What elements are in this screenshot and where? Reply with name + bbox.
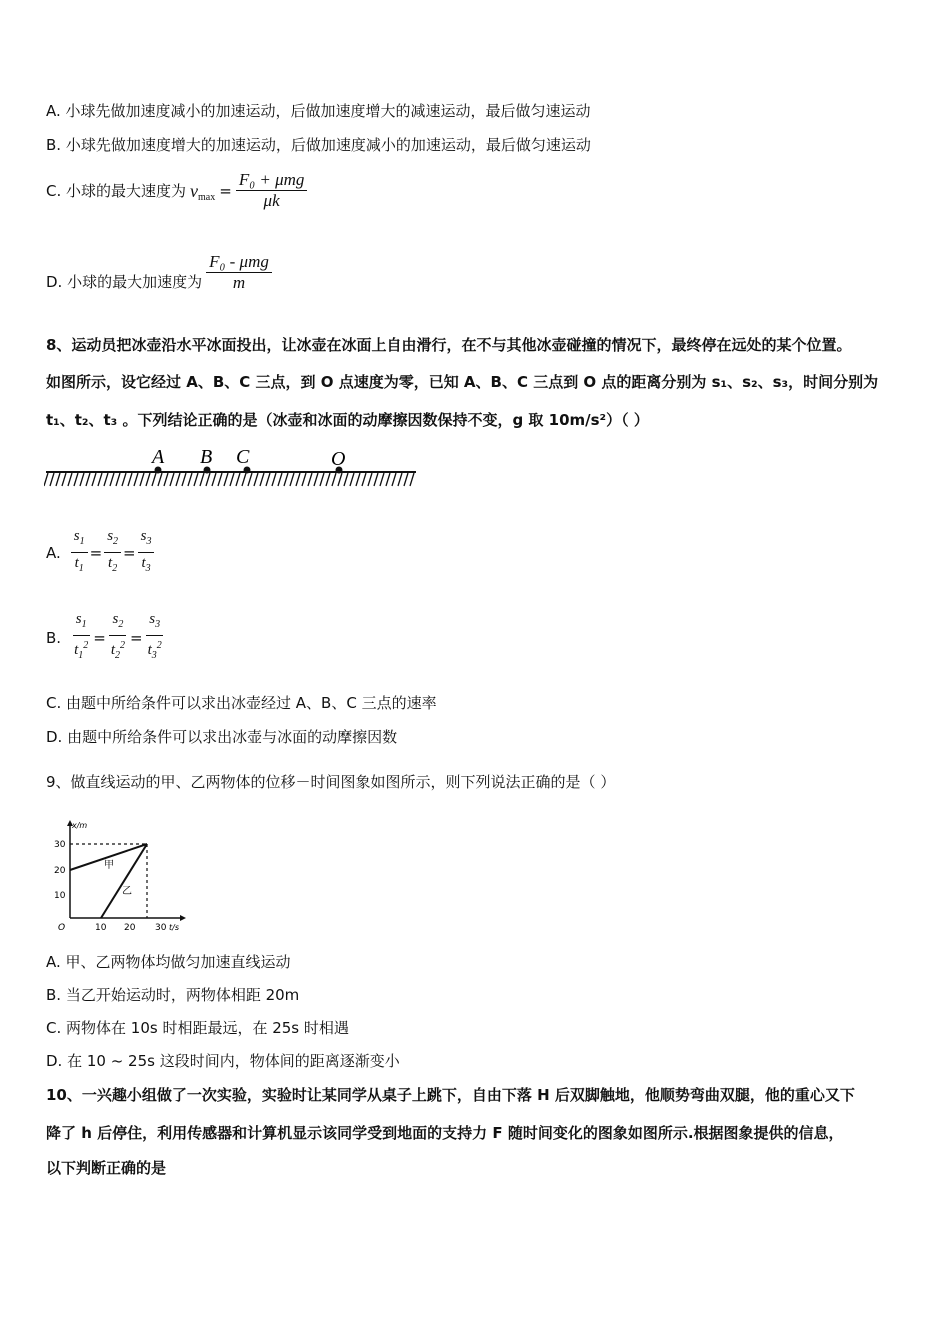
q8-b-frac3: $\frac{s_3}{t_3^2}$	[147, 611, 162, 661]
q9-option-c: C. 两物体在 10s 时相距最远，在 25s 时相遇	[46, 1019, 349, 1037]
q7-amax-numerator: F₀ - μmg	[206, 252, 272, 273]
q9-series-yi	[101, 844, 147, 918]
q7-vmax-sub: max	[198, 191, 216, 203]
q8-option-b: B. $\frac{s_1}{t_1^2}$ = $\frac{s_2}{t_2^2}$ = $\frac{s_3}{t_3^2}$	[46, 609, 165, 666]
q9-origin: O	[58, 923, 66, 933]
q9-y-tick-30: 30	[54, 840, 66, 850]
q10-stem-line1: 10、一兴趣小组做了一次实验，实验时让某同学从桌子上跳下，自由下落 H 后双脚触地，他顺势弯曲双腿，他的重心又下	[46, 1086, 855, 1104]
q8-label-c: C	[236, 446, 250, 468]
q8-option-a: A. $\frac{s_1}{t_1}$ = $\frac{s_2}{t_2}$ = $\frac{s_3}{t_3}$	[46, 526, 154, 579]
q8-ice-diagram	[44, 444, 420, 490]
q8-label-a: A	[152, 446, 165, 468]
q8-label-b: B	[200, 446, 213, 468]
q7-option-d	[46, 252, 272, 293]
q9-x-tick-30: 30	[155, 923, 167, 933]
q9-y-tick-20: 20	[54, 866, 66, 876]
q9-label-yi: 乙	[122, 886, 132, 897]
q9-option-b: B. 当乙开始运动时，两物体相距 20m	[46, 986, 300, 1004]
q9-x-axis-label: t/s	[169, 923, 179, 932]
q8-stem-line2: 如图所示，设它经过 A、B、C 三点，到 O 点速度为零，已知 A、B、C 三点到 O 点的距离分别为 s₁、s₂、s₃，时间分别为	[46, 373, 879, 391]
q10-stem-line3: 以下判断正确的是	[46, 1159, 167, 1177]
q9-option-a: A. 甲、乙两物体均做匀加速直线运动	[46, 953, 291, 971]
q7-option-c	[46, 170, 307, 211]
q9-y-tick-10: 10	[54, 891, 66, 901]
q7-amax-fraction	[206, 252, 272, 293]
q7-option-b: B. 小球先做加速度增大的加速运动，后做加速度减小的加速运动，最后做匀速运动	[46, 136, 591, 154]
q8-label-o: O	[331, 448, 346, 470]
q8-a-frac3: $\frac{s_3}{t_3}$	[138, 526, 155, 579]
q9-x-tick-20: 20	[124, 923, 136, 933]
q7-vmax-fraction	[236, 170, 308, 211]
q8-a-frac2: $\frac{s_2}{t_2}$	[104, 526, 121, 579]
q8-stem-line1: 8、运动员把冰壶沿水平冰面投出，让冰壶在冰面上自由滑行，在不与其他冰壶碰撞的情况下，最终停在远处的某个位置。	[46, 336, 852, 354]
q8-option-c: C. 由题中所给条件可以求出冰壶经过 A、B、C 三点的速率	[46, 694, 437, 712]
q7-option-c-text: C. 小球的最大速度为	[46, 181, 187, 200]
q8-option-d: D. 由题中所给条件可以求出冰壶与冰面的动摩擦因数	[46, 728, 398, 746]
q7-option-d-text: D. 小球的最大加速度为	[46, 272, 203, 291]
q9-x-tick-10: 10	[95, 923, 107, 933]
q7-option-a: A. 小球先做加速度减小的加速运动，后做加速度增大的减速运动，最后做匀速运动	[46, 102, 591, 120]
q9-stem: 9、做直线运动的甲、乙两物体的位移－时间图象如图所示，则下列说法正确的是（ ）	[46, 773, 616, 791]
q8-option-b-label: B.	[46, 628, 62, 647]
q7-vmax-symbol: v	[190, 180, 199, 201]
q7-equals: =	[219, 181, 232, 200]
q7-amax-denominator: m	[232, 273, 246, 292]
q9-option-d: D. 在 10 ~ 25s 这段时间内，物体间的距离逐渐变小	[46, 1052, 400, 1070]
q9-position-time-graph	[54, 818, 186, 934]
q9-label-jia: 甲	[104, 860, 114, 871]
q8-b-frac1: $\frac{s_1}{t_1^2}$	[74, 611, 89, 661]
q10-stem-line2: 降了 h 后停住，利用传感器和计算机显示该同学受到地面的支持力 F 随时间变化的图象如图所示.根据图象提供的信息，	[46, 1124, 844, 1142]
q8-ground-hatching	[44, 473, 414, 486]
q8-a-frac1: $\frac{s_1}{t_1}$	[71, 526, 88, 579]
q8-b-frac2: $\frac{s_2}{t_2^2}$	[110, 611, 125, 661]
q9-y-axis-label: x/m	[72, 821, 88, 830]
q7-vmax-denominator: μk	[263, 191, 280, 210]
q8-stem-line3: t₁、t₂、t₃ 。下列结论正确的是（冰壶和冰面的动摩擦因数保持不变，g 取 10m/s²）（ ）	[46, 411, 649, 429]
q7-vmax-numerator: F₀ + μmg	[236, 170, 308, 191]
q8-option-a-label: A.	[46, 543, 61, 562]
